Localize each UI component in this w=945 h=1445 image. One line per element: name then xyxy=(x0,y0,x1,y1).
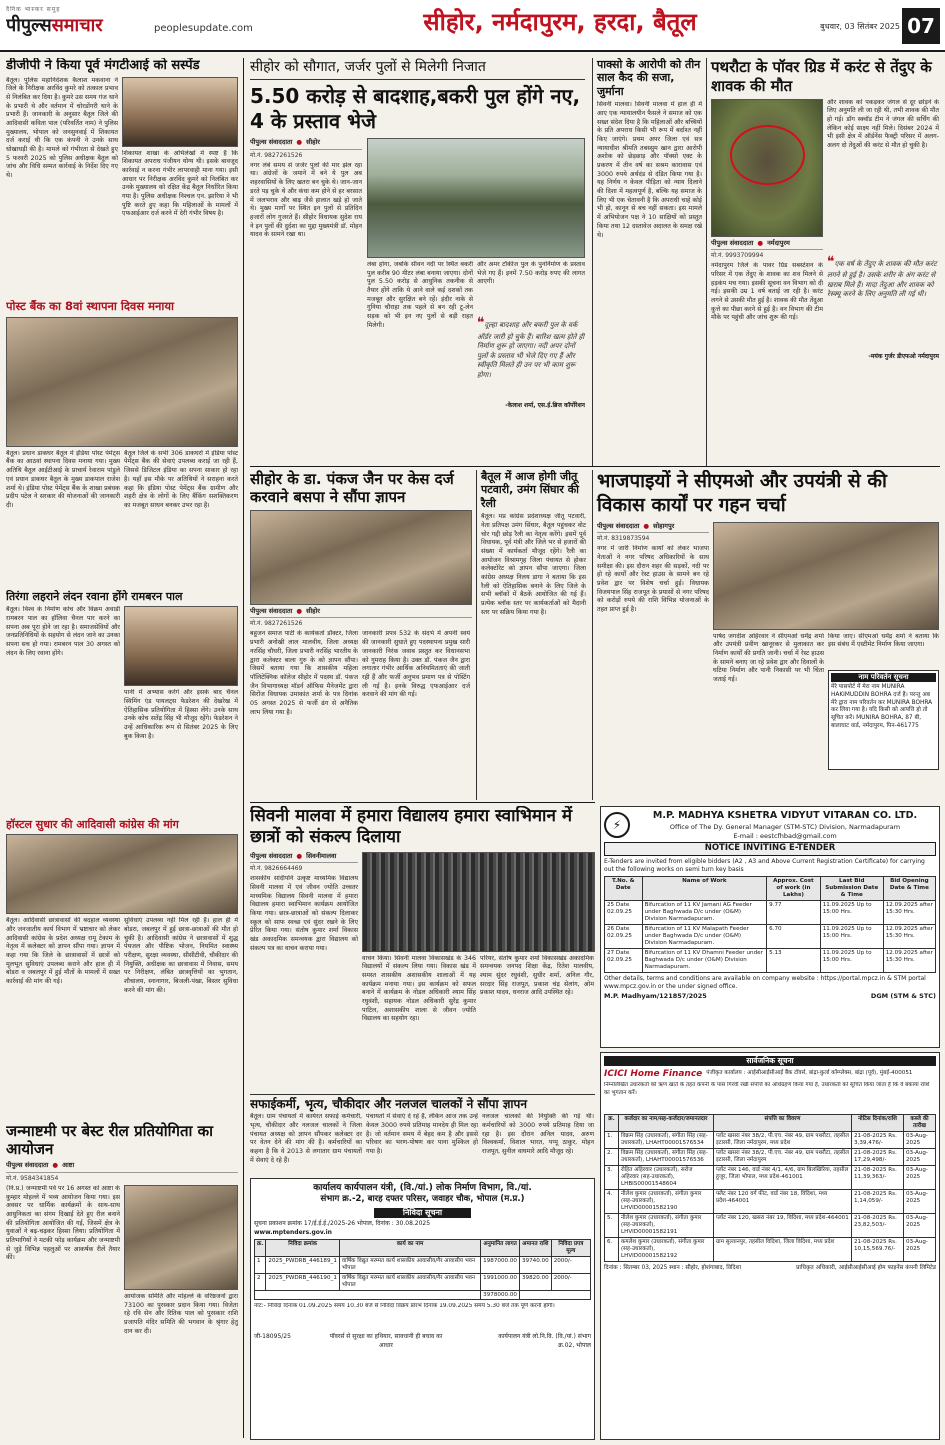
cell: 5. xyxy=(605,1214,619,1238)
cell: 03-Aug-2025 xyxy=(904,1238,936,1262)
ad-footer: Other details, terms and conditions are available on company website : https://portal.mpcz.in & STM portal www.mpcz.gov.in or the under signed office. xyxy=(604,974,926,990)
ad-signature-row xyxy=(604,1265,936,1273)
region-title: सीहोर, नर्मदापुरम, हरदा, बैतूल xyxy=(423,8,697,36)
cell xyxy=(255,1290,481,1300)
col-header: Bid Opening Date & Time xyxy=(883,877,935,901)
cell: 12.09.2025 after 15:30 Hrs. xyxy=(883,924,935,948)
col-header: कब्जे की तारीख xyxy=(904,1115,936,1132)
body-text: नगर में जारी निर्माण कार्यों को लेकर भाजपा नेताओं ने नगर परिषद अधिकारियों के साथ समीक्षा की। इस दौरान शहर की सड़कों, नदी पर हो रहे कार्यों और रेस्ट हाउस के सामने बन रहे प्रवेश द्वार पर विशेष चर्चा हुई। विधायक विजयपाल सिंह राजपूत के प्रयासों से नगर परिषद को करोड़ों रुपये की राशि विभिन्न योजनाओं के तहत प्राप्त हुई है। xyxy=(597,545,709,614)
headline: पथरौटा के पॉवर ग्रिड में करंट से तेंदुए के शावक की मौत xyxy=(711,58,932,95)
cell: 03-Aug-2025 xyxy=(904,1214,936,1238)
col-header: Last Bid Submission Date & Time xyxy=(820,877,883,901)
byline-place: नर्मदापुरम xyxy=(767,238,790,247)
table-row xyxy=(605,1238,936,1262)
body-text: जानकारी प्रपत्र 532 के संदर्भ में अपनी स्वयं की जानकारी सुधाते हुए पदस्थापना प्रमुख सारी जानकारी निरंक जवाब प्रस्तुत कर विधानसभा को गुमराह किया है। उक्त डॉ. पंकज जैन द्वारा लगातार गंभीर आर्थिक अनियमितताएं की जाती रही हैं और फर्जी अनुभव प्रमाण पत्र से पोस्टिंग ली गई है। इनके विरुद्ध एफआईआर दर्ज करवाने की मांग की गई। xyxy=(362,630,470,699)
body-text: बैतूल। ग्राम पंचायतों में कार्यरत सफाई कर्मचारी, भृत्य, चौकीदार और नलजल चालकों ने जिला पंचायत अध्यक्ष को ज्ञापन सौंपकर कलेक्टर दर पर वेतन देने की मांग की है। कर्मचारियों का कहना है कि वे 2013 से लगातार ग्राम पंचायतों में सेवाएं दे रहे हैं। xyxy=(250,1113,362,1164)
table-row xyxy=(605,948,936,972)
article-rally xyxy=(476,470,586,800)
cell: Bifurcation of 11 KV Malapath Feeder under Baghwada D/c under (O&M) Division Narmadapuram. xyxy=(642,924,767,948)
cell: 21-08-2025 Rs. 1,14,059/- xyxy=(852,1190,904,1214)
body-text: (नि.प्र.) जन्माष्टमी पर्व पर 16 अगस्त को आष्टा के कुम्हार मोहल्ले में भव्य आयोजन किया गया। इस अवसर पर धार्मिक कार्यक्रमों के साथ-साथ आधुनिकता का संगम दिखाई देते हुए रील बनाने की प्रतियोगिता आयोजित की गई, जिसमें क्षेत्र के युवाओं ने बढ़-चढ़कर हिस्सा लिया। प्रतियोगिता में प्रतिभागियों ने मटकी फोड़ कार्यक्रम और जन्माष्टमी से जुड़े विभिन्न पहलुओं पर आकर्षक रीलें तैयार कीं। xyxy=(6,1184,120,1262)
col-header: Approx. Cost of work (in Lakhs) xyxy=(767,877,821,901)
body-text: सुविधाएं उपलब्ध नहीं मिल रही हैं। हाल ही में बोडरा, जबलपुर में हुई छात्रा-छात्राओं की मौत हो चुकी है। आदिवासी कांग्रेस ने छात्रावासों में शुद्ध पेयजल और पौष्टिक भोजन, नियमित स्वास्थ्य परीक्षण, सुरक्षा व्यवस्था, सीसीटीवी, चौकीदार की नियुक्ति, अधीक्षक का छात्रावास में निवास, समय पर निरीक्षण, लंबित छात्रवृत्तियों का भुगतान, शौचालय, स्नानागार, बिजली-पंखा, बिस्तर सुविधा करने की मांग की। xyxy=(124,917,238,994)
cell: 3. xyxy=(605,1166,619,1190)
byline-dot: ● xyxy=(296,606,303,615)
col-header: निविदा क्रमांक xyxy=(266,1239,339,1256)
column-divider xyxy=(243,58,244,1438)
ad-slogan: पॉवरर्स से सुरक्षा का हथियार, सावधानी ही बचाव का आधार xyxy=(329,1333,443,1349)
body-text: आयोजक समिति और मोहल्ले के वरिष्ठजनों द्वारा 73100 का पुरस्कार प्रदान किया गया। विजेता रहे रवि सेन और रितिक पाल को पुरस्कार राशि प्रजापति मंदिर समिति की भगवान के श्रृंगार हेतु दान कर दी। xyxy=(124,1292,238,1335)
cell: 21-08-2025 Rs. 3,39,476/- xyxy=(852,1132,904,1149)
section-divider xyxy=(250,466,940,467)
cell: 1. xyxy=(605,1132,619,1149)
ad-signatory: कार्यपालन यंत्री लो.नि.वि. (वि./यां.) संभाग क्र.02, भोपाल xyxy=(498,1333,591,1349)
cell: 11.09.2025 Up to 15:00 Hrs. xyxy=(820,924,883,948)
ad-email[interactable]: E-mail : eestcfhbad@gmail.com xyxy=(733,831,837,840)
ad-mpkv-tender xyxy=(600,806,940,1048)
cell: विक्रम सिंह (उधारकर्ता), संगीता सिंह (सह-उधारकर्ता), LHAHT00001576534 xyxy=(619,1132,714,1149)
page-number: 07 xyxy=(902,8,940,44)
table-header-row xyxy=(605,1115,936,1132)
byline-place: आष्टा xyxy=(62,1161,75,1169)
byline xyxy=(597,522,709,534)
byline-place: सीहोर xyxy=(306,137,320,146)
cell: 11.09.2025 Up to 15:00 Hrs. xyxy=(820,900,883,924)
col-header: नोटिस दिनांक/राशि xyxy=(852,1115,904,1132)
highlight-circle xyxy=(730,125,805,185)
cell: 39740.00 xyxy=(519,1256,551,1273)
byline-place: सीहोर xyxy=(306,606,320,615)
byline xyxy=(250,607,472,619)
possession-table xyxy=(604,1114,936,1262)
byline xyxy=(250,852,358,864)
mobile-number: मो.नं. 9584341854 xyxy=(6,1174,59,1182)
event-photo xyxy=(6,317,238,447)
body-text: बैतूल। आदिवासी छात्रावासों की बदहाल व्यवस्था और जनजातीय कार्य विभाग में भ्रष्टाचार को लेकर आदिवासी कांग्रेस के प्रदेश अध्यक्ष रामू टेकाम के नेतृत्व में कलेक्टर को ज्ञापन सौंपा गया। ज्ञापन में कहा गया कि जिले के छात्रावासों में छात्रों को मूलभूत सुविधाएं उपलब्ध कराने और हाल ही में बोडरा व जबलपुर में हुई मौतों के मामलों में सख्त कार्रवाई की मांग की गई। xyxy=(6,917,120,985)
mobile-number: मो.नं. 8319873594 xyxy=(597,535,650,543)
byline-place: सिवनीमालवा xyxy=(306,851,337,860)
mobile-number: मो.नं. 9826664469 xyxy=(250,865,303,873)
notice-title: नाम परिवर्तन सूचना xyxy=(831,673,936,682)
body-text: सिवनी मालवा। सिवनी मालवा में हाल ही में आए एक न्यायालयीन फैसले ने समाज को एक सख्त संदेश दिया है कि महिलाओं और बच्चियों के प्रति अपराध किसी भी रूप में बर्दाश्त नहीं किए जाएंगे। प्रथम अपर जिला एवं सत्र न्यायाधीश श्रीमति तबस्सुम खान द्वारा आरोपी अशोक को छेड़छाड़ और पॉक्सो एक्ट के प्रकरण में तीन वर्ष का सश्रम कारावास एवं 3000 रुपये अर्थदंड से दंडित किया गया है। यह निर्णय न केवल पीड़िता को न्याय दिलाने की दिशा में महत्वपूर्ण है, बल्कि यह समाज के लिए भी एक चेतावनी है कि अपराधी चाहे कोई भी हो, कानून से बच नहीं सकता। इस मामले में अभियोजन पक्ष ने 10 साक्षियों को प्रस्तुत किया तथा 12 दस्तावेज अदालत के समक्ष रखे थे। xyxy=(597,101,702,239)
cell: 6. xyxy=(605,1238,619,1262)
cell: फ्लैट नंबर 120 वर्ग फीट, वार्ड नंबर 18, विदिशा, मध्य प्रदेश-464001 xyxy=(714,1190,852,1214)
body-text: परियर, संतोष कुमार शर्मा विकासखंड अकादमिक समन्वयक जनपद शिक्षा केंद्र, रितेश मालवीय, श्याम सुंदर रघुवंशी, सुधीर शर्मा, अनिल गौर, सरदार सिंह राजपूत, प्रकाश चंद्र सेलांग, ओम प्रकाश यादव, धनराज आदि उपस्थित रहे। xyxy=(480,954,594,997)
masthead xyxy=(0,0,945,52)
quote-attribution: -केलाश शर्मा, एस.ई.ब्रिज कॉर्पोरेशन xyxy=(505,401,585,409)
byline-name: पीपुल्स संवाददाता xyxy=(250,606,293,615)
cell: 26 Date 02.09.25 xyxy=(605,924,643,948)
memorandum-photo xyxy=(250,510,472,605)
cell: कमलेश कुमार (उधारकर्ता), संगीता कुमार (सह-उधारकर्ता), LHVID00001582192 xyxy=(619,1238,714,1262)
headline: सफाईकर्मी, भृत्य, चौकीदार और नलजल चालकों ने सौंपा ज्ञापन xyxy=(250,1097,528,1111)
table-row xyxy=(605,924,936,948)
table-row xyxy=(605,1214,936,1238)
tender-table xyxy=(604,876,936,973)
byline-dot: ● xyxy=(296,851,303,860)
headline: पोस्ट बैंक का 8वां स्थापना दिवस मनाया xyxy=(6,300,174,313)
body-text: नर्मदापुरम जिले के पावर ग्रिड सबस्टेशन के परिसर में एक तेंदुए के शावक का शव मिलने से हड़कंप मच गया। इसकी सूचना वन विभाग को दी गई। इसकी उम्र 1 वर्ष बताई जा रही है। करंट लगने से उसकी मौत हुई है। शावक की मौत तेंदुआ कुत्ते का पीछा करने से हुई है। वन विभाग की टीम मौके पर पहुंची और जांच शुरू की गई। xyxy=(711,262,823,322)
event-photo xyxy=(124,1185,238,1290)
mobile-number: मो.नं. 9827261526 xyxy=(250,151,303,159)
body-text: पार्षद जगदीश अहिरवार ने सीएमओ धर्मेंद्र शर्मा और उपयंत्री प्रवीण खानूरकर से मुलाकात कर निर्माण कार्यों की प्रगति जानी। चर्चा में रेस्ट हाउस के सामने बनाए जा रहे प्रवेश द्वार और दिवालों के घटिया निर्माण और पानी निकासी पर भी चिंता जताई गई। xyxy=(713,632,824,683)
table-header-row xyxy=(255,1239,591,1256)
ad-intro: E-Tenders are invited from eligible bidders (A2 , A3 and Above Current Registration Certificate) for carrying out the following works on semi turn key basis xyxy=(604,857,925,873)
body-text: नलजल चालकों की नियुक्ति की गई थी। कर्मचारियों को 3000 रुपये प्रतिमाह दिया जा रहा है। इस दौरान अनिल यादव, अरुण विश्वकर्मा, विशाल भारत, पप्पू ठाकुर, मोहन राजपूत, सुनील वाघमारे आदि मौजूद रहे। xyxy=(482,1113,594,1156)
quote-attribution: -मयंक गुर्जर डीएफओ नर्मदापुरम xyxy=(868,352,939,360)
headline: पाक्सो के आरोपी को तीन साल कैद की सजा, जुर्माना xyxy=(597,58,701,98)
cell: 12.09.2025 after 15:30 Hrs. xyxy=(883,900,935,924)
byline-dot: ● xyxy=(643,521,650,530)
table-total-row xyxy=(255,1290,591,1300)
mobile-number: मो.नं. 9993709994 xyxy=(711,252,764,260)
cell-total: 3978000.00 xyxy=(481,1290,520,1300)
ad-url[interactable]: www.mptenders.gov.in xyxy=(254,1228,332,1236)
article-bjp xyxy=(592,470,940,800)
ad-office: Office of The Dy. General Manager (STM-STC) Division, Narmadapuram xyxy=(669,822,901,831)
cell xyxy=(519,1290,590,1300)
article-dgp xyxy=(6,58,238,298)
ad-ref: जी-18095/25 xyxy=(254,1333,291,1341)
cell: 5.13 xyxy=(767,948,821,972)
kicker: सीहोर को सौगात, जर्जर पुलों से मिलेगी निजात xyxy=(250,58,585,80)
cell: 1987000.00 xyxy=(481,1256,520,1273)
swimmer-photo xyxy=(124,606,238,686)
ad-date-place: दिनांक : सितम्बर 03, 2025 स्थान : सीहोर, होशंगाबाद, विदिशा xyxy=(604,1264,742,1271)
headline: सीहोर के डा. पंकज जैन पर केस दर्ज करवाने बसपा ने सौंपा ज्ञापन xyxy=(250,470,454,507)
cell: ग्राम सुल्तानपुर, तहसील विदिशा, जिला विदिशा, मध्य प्रदेश xyxy=(714,1238,852,1262)
byline xyxy=(711,239,823,251)
body-text: और अमर टॉकीज पुल के पुनर्निर्माण के प्रस्ताव भेजे गए हैं। इनमें 7.50 करोड़ रुपए की लागत आएगी। xyxy=(477,260,585,286)
col-header: T.No. & Date xyxy=(605,877,643,901)
table-row xyxy=(605,1149,936,1166)
headline: डीजीपी ने किया पूर्व मंगटीआई को सस्पेंड xyxy=(6,58,200,73)
table-row xyxy=(605,1190,936,1214)
cell: 2025_PWDRB_446190_1 xyxy=(266,1273,339,1290)
logo-name-a: पीपुल्स xyxy=(6,15,52,37)
body-text: शिकायत शाखा के अभिलेखों में स्पष्ट है कि शिकायत अपराध पंजीयन योग्य थी। इसके बावजूद कार्रवाई न करना गंभीर लापरवाही माना गया। इसी आधार पर निरीक्षक अरविंद कुमरे को निलंबित कर उनके मुख्यालय को रक्षित केंद्र बैतूल निर्धारित किया गया है। पुलिस अधीक्षक निश्चल एन. झारिया ने भी पुष्टि करते हुए कहा कि महिलाओं के मामलों में एफआईआर दर्ज करने में देरी गंभीर विषय है। xyxy=(122,149,238,218)
cell: 2000/- xyxy=(551,1273,590,1290)
ad-public-notice: सार्वजनिक सूचना xyxy=(604,1056,936,1066)
ad-signatory: प्राधिकृत अधिकारी, आईसीआईसीआई होम फाइनेंस कंपनी लिमिटेड xyxy=(796,1264,936,1271)
cell: रोहित अहिरवार (उधारकर्ता), सरोज अहिरवार (सह-उधारकर्ता), LHBIS00001548604 xyxy=(619,1166,714,1190)
dateline: बुधवार, 03 सितंबर 2025 xyxy=(820,22,900,31)
ad-subtitle: संभाग क्र.-2, बारह दफ्तर परिसर, जवाहर चौक, भोपाल (म.प्र.) xyxy=(320,1194,525,1205)
byline-dot: ● xyxy=(757,238,764,247)
headline: सिवनी मालवा में हमारा विद्यालय हमारा स्वाभिमान में छात्रों को संकल्प दिलाया xyxy=(250,806,572,848)
cell: 03-Aug-2025 xyxy=(904,1132,936,1149)
memorandum-photo xyxy=(6,834,238,914)
ad-office: पंजीकृत कार्यालय : आईसीआईसीआई बैंक टॉवर्स, बांद्रा-कुर्ला कॉम्प्लेक्स, बांद्रा (पूर्व), मुंबई-400051 xyxy=(706,1070,913,1077)
article-bridges xyxy=(250,58,585,466)
cell: प्लॉट नंबर 120, खसरा नंबर 19, विदिशा, मध्य प्रदेश-464001 xyxy=(714,1214,852,1238)
website-url[interactable]: peoplesupdate.com xyxy=(154,23,253,34)
ad-icici-notice xyxy=(600,1052,940,1440)
col-header: कार्य का नाम xyxy=(339,1239,480,1256)
ad-signature-row xyxy=(604,992,936,1001)
article-bsp xyxy=(250,470,472,800)
article-tiranga xyxy=(6,590,238,815)
body-text: किया जाए। सीएमओ धर्मेंद्र शर्मा ने बताया कि इस संबंध में एस्टीमेट निर्माण किया जाएगा। xyxy=(828,632,939,649)
logo-name-b: समाचार xyxy=(51,15,103,37)
table-row xyxy=(605,1132,936,1149)
section-divider xyxy=(250,802,595,803)
body-text: लंबा होगा, जबकि सीवन नदी पर स्थित बकरी पुल करीब 90 मीटर लंबा बनाया जाएगा। दोनों पुल 5.50 करोड़ से आधुनिक तकनीक से तैयार होंगे ताकि ये आने वाले कई दशकों तक मजबूत और सुरक्षित बने रहें। इंदौर नाके से गुनिया चौराहा तक पहले से बन रही टू-लेन सड़क को भी इन नए पुलों से बड़ी राहत मिलेगी। xyxy=(367,260,473,329)
table-row xyxy=(255,1256,591,1273)
body-text: पानी में अभ्यास करेंगे और इसके बाद चैनल स्विमिंग एंड पायलट्स फेडरेशन की देखरेख में ऐतिहासिक प्रतियोगिता में हिस्सा लेंगे। उनके साथ उनके कोच सतेंद्र सिंह भी मौजूद रहेंगे। फेडरेशन ने उन्हें आधिकारिक रूप से सितंबर 2025 के लिए बुक किया है। xyxy=(124,689,238,740)
table-header-row xyxy=(605,877,936,901)
bridge-photo xyxy=(367,138,585,258)
pwd-table xyxy=(254,1239,591,1301)
cell: 21-08-2025 Rs. 17,29,498/- xyxy=(852,1149,904,1166)
byline-name: पीपुल्स संवाददाता xyxy=(597,521,640,530)
byline xyxy=(6,1161,238,1173)
byline-place: सोहागपुर xyxy=(653,521,675,530)
cell: 9.77 xyxy=(767,900,821,924)
students-photo xyxy=(362,852,595,952)
body-text: नगर लंबे समय से जर्जर पुलों की मार झेल रहा था। अंग्रेजों के जमाने में बने ये पुल अब शहरवासियों के लिए खतरा बन चुके थे। जान-जान डरते पड़ चुके थे और कंधा कम होने से हर बरसात में जलभराव और बाढ़ जैसे हालात खड़े हो जाते थे। मुख्य मार्गों पर स्थित इन पुलों से प्रतिदिन हजारों लोग गुजरते हैं। सीहोर विधायक सुदेश राय ने इन पुलों की दुर्दशा का मुद्दा मुख्यमंत्री डॉ. मोहन यादव के सामने रखा था। xyxy=(250,161,362,239)
quote-text: दूल्हा बादशाह और बकरी पुल के वर्क ऑर्डर जारी हो चुके हैं। बारिश खत्म होते ही निर्माण शुरू हो जाएगा। नदी अपर दोनों पुलों के प्रस्ताव भी भेजे दिए गए हैं और स्वीकृति मिलते ही उन पर भी काम शुरू होगा। xyxy=(477,320,585,379)
cell: प्लॉट खसरा नंबर 38/2, पी.एच. नंबर 49, ग्राम पथरौटा, तहसील इटारसी, जिला नर्मदापुरम xyxy=(714,1149,852,1166)
cell: वार्षिक विद्युत मरम्मत कार्य शासकीय आवासीय/गैर आवासीय भवन भोपाल xyxy=(339,1273,480,1290)
ad-intro: निम्नलिखित उधारकर्ता को ऋण खाते के तहत कंपनी के पास गिरवी रखी संपत्ति का अधिग्रहण किया गया है, उधारकर्ता को सूचित किया जाता है कि वे बकाया राशि का भुगतान करें। xyxy=(604,1082,930,1096)
logo-tag: दैनिक भास्कर समूह xyxy=(6,6,61,13)
col-header: संपत्ति का विवरण xyxy=(714,1115,852,1132)
body-text: और शावक को पकड़कर जंगल से दूर छोड़ने के लिए अनुमति ली जा रही थी, तभी शावक की मौत हो गई। डॉग स्क्वॉड टीम ने जंगल की सर्चिंग की लेकिन कोई साक्ष्य नहीं मिले। दिसंबर 2024 में भी इसी क्षेत्र में ऑर्डनेंस फैक्ट्री परिसर में अलग-अलग दो तेंदुओं की करंट से मौत हो चुकी है। xyxy=(827,98,939,149)
cell: 21-08-2025 Rs. 23,82,503/- xyxy=(852,1214,904,1238)
cell: 2. xyxy=(605,1149,619,1166)
icici-logo: ICICI Home Finance xyxy=(604,1069,703,1080)
bolt-icon: ⚡ xyxy=(604,812,630,838)
col-header: Name of Work xyxy=(642,877,767,901)
cell: 2000/- xyxy=(551,1256,590,1273)
ad-notice: निविदा सूचना xyxy=(374,1208,471,1219)
col-header: अमानत राशि xyxy=(519,1239,551,1256)
cell: Bifurcation of 11 KV Dhamni Feeder under Baghwada D/c under (O&M) Division Narmadapuram. xyxy=(642,948,767,972)
pull-quote xyxy=(477,314,585,402)
cell: प्लॉट नंबर 146, वार्ड नंबर 4/1, 4/6, ग्राम बिलखिरिया, तहसील हुजूर, जिला भोपाल, मध्य प्रदेश-461001 xyxy=(714,1166,852,1190)
col-header: क्र. xyxy=(605,1115,619,1132)
byline-dot: ● xyxy=(52,1161,59,1169)
cell: 4. xyxy=(605,1190,619,1214)
body-text: पंचायतों में सेवाएं दे रहे हैं, लेकिन आज तक उन्हें केवल 3000 रुपये प्रतिमाह मानदेय ही मिल रहा है। जो वर्तमान समय में बेहद कम है और इससे परिवार का भरण-पोषण कर पाना मुश्किल हो गया है। xyxy=(366,1113,478,1156)
body-text: वाचन किया। सिवनी मालवा विकासखंड के 346 विद्यालयों में संकल्प लिया गया। विकास खंड में समस्त शासकीय अशासकीय शालाओं में यह कार्यक्रम मनाया गया। इस कार्यक्रम को सफल बनाने में कार्यक्रम के नोडल अधिकारी श्याम सिंह रघुवंशी, सहायक नोडल अधिकारी सुरेंद्र कुमार पाटिल, अशासकीय शाला से जीवन ज्योति विद्यालय का सहयोग रहा। xyxy=(362,954,476,1023)
newspaper-logo xyxy=(6,6,166,44)
ad-notice: NOTICE INVITING E-TENDER xyxy=(604,842,936,855)
byline-name: पीपुल्स संवाददाता xyxy=(250,851,293,860)
quote-text: एक वर्ष के तेंदुए के शावक की मौत करंट लगने से हुई है। उसके शरीर के अंग करंट से खराब मिले हैं। मादा तेंदुआ और शावक को रेस्क्यू करने के लिए अनुमति ली गई थी। xyxy=(827,259,937,299)
ad-footer: नोट:- निविदा दिनांक 01.09.2025 समय 10.30 बजे से निविदा विक्रय प्रारंभ दिनांक 19.09.2025 समय 5.30 बजे तक पूर्ण करनी होगी। xyxy=(254,1303,555,1310)
cell: 03-Aug-2025 xyxy=(904,1149,936,1166)
col-header: क्र. xyxy=(255,1239,266,1256)
body-text: बैतूल। प्रधान डाकघर बैतूल में इंडिया पोस्ट पेमेंट्स बैंक का आठवां स्थापना दिवस मनाया गया। मुख्य अतिथि बैतूल आईटीआई के प्राचार्य रेवाराम पांडुले एवं प्रधान डाकघर बैतूल के मुख्य डाकपाल राजेश शर्मा थे। इंडिया पोस्ट पेमेंट्स बैंक के शाखा प्रबंधक प्रदीप पटेल ने सरकार की योजनाओं की जानकारी दी। xyxy=(6,449,120,509)
table-row xyxy=(605,900,936,924)
cell: 6.70 xyxy=(767,924,821,948)
ad-ref: M.P. Madhyam/121857/2025 xyxy=(604,992,707,1000)
cell: 2 xyxy=(255,1273,266,1290)
body-text: बैतूल जिले के सभी 306 डाकघरों में इंडिया पोस्ट पेमेंट्स बैंक की सेवाएं उपलब्ध कराई जा रही हैं, जिससे डिजिटल इंडिया का सपना साकार हो रहा है। यहाँ इस मौके पर अतिथियों ने सराहना करते कहा कि इंडिया पोस्ट पेमेंट्स बैंक ग्रामीण और शहरी क्षेत्र के लोगों के लिए बैंकिंग सशक्तिकरण का मजबूत साधन बनकर उभर रहा है। xyxy=(124,449,238,509)
article-post-bank xyxy=(6,300,238,588)
mobile-number: मो.नं. 9827261526 xyxy=(250,620,303,628)
ad-company: M.P. MADHYA KSHETRA VIDYUT VITARAN CO. LTD. xyxy=(652,810,918,821)
cell: प्लॉट खसरा नंबर 38/2, पी.एच. नंबर 49, ग्राम पथरौटा, तहसील इटारसी, जिला नर्मदापुरम, मध्य प्रदेश xyxy=(714,1132,852,1149)
cell: नीलेश कुमार (उधारकर्ता), संगीता कुमार (सह-उधारकर्ता), LHVID00001582190 xyxy=(619,1190,714,1214)
headline: बैतूल में आज होगी जीतू पटवारी, उमंग सिंघार की रैली xyxy=(481,470,580,510)
col-header: अनुमानित लागत xyxy=(481,1239,520,1256)
body-text: बैतूल। पुलिस महानिदेशक कैलाश मकवाना ने जिले के निरीक्षक अरविंद कुमरे को तत्काल प्रभाव से निलंबित कर दिया है। कुमरे उस समय गंज थाने के प्रभारी थे और वर्तमान में चोरडोंगरी थाने के प्रभारी हैं। जानकारी के अनुसार बैतूल जिले की आदिवासी कविता पाल (परिवर्तित नाम) ने पुलिस मुख्यालय, भोपाल को जनसुनवाई में शिकायत दर्ज कराई थी कि एक कंपनी ने उनके साथ धोखाधड़ी की है। मामले को गंभीरता से देखते हुए 5 फरवरी 2025 को पुलिस अधीक्षक बैतूल को जांच और विधि सम्मत कार्रवाई के निर्देश दिए गए थे। xyxy=(6,76,118,180)
cell: 1 xyxy=(255,1256,266,1273)
byline-name: पीपुल्स संवाददाता xyxy=(6,1161,49,1169)
byline-dot: ● xyxy=(296,137,303,146)
notice-text: मेरे पासपोर्ट में मेरा नाम MUNIRA HAKIMUDDIN BOHRA दर्ज है। परन्तु अब मेरे द्वारा नाम परिवर्तन कर MUNIRA BOHRA कर लिया गया है। यदि किसी को आपत्ति हो तो सूचित करें। MUNIRA BOHRA, 87 बी, बालाघाट वार्ड, नर्मदापुरम, पिन-461775 xyxy=(831,683,933,729)
headline: तिरंगा लहराने लंदन रवाना होंगे रामबरन पाल xyxy=(6,590,183,603)
byline-name: पीपुल्स संवाददाता xyxy=(711,238,754,247)
article-school xyxy=(250,806,595,1091)
headline: भाजपाइयों ने सीएमओ और उपयंत्री से की विकास कार्यों पर गहन चर्चा xyxy=(597,470,887,516)
cell: 2025_PWDRB_446189_1 xyxy=(266,1256,339,1273)
article-pocso xyxy=(592,58,702,466)
table-row xyxy=(255,1273,591,1290)
name-change-notice xyxy=(828,670,939,770)
body-text: शासकीय सांदीपनि उत्कृष्ट माध्यमिक विद्यालय सिवनी मालवा में एवं जीवन ज्योति उच्चतर माध्यमिक विद्यालय सिवनी मालवा में हमारा विद्यालय हमारा स्वाभिमान कार्यक्रम आयोजित किया गया। छात्र-छात्राओं को संकल्प दिलाकर स्कूल को साफ स्वच्छ एवं सुंदर रखने के लिए प्रेरित किया गया। संतोष कुमार शर्मा विकास खंड अकादमिक समन्वयक द्वारा विद्यालय को संकल्प पत्र का वाचन कराया गया। xyxy=(250,875,358,952)
article-hostel xyxy=(6,818,238,1118)
ad-pwd-tender xyxy=(250,1178,595,1440)
body-text: बैतूल। मप्र कांग्रेस प्रदेशाध्यक्ष जीतू पटवारी, नेता प्रतिपक्ष उमंग सिंघार, बैतूल पहुंचकर वोट चोर गद्दी छोड़ रैली का नेतृत्व करेंगे। इसमें पूर्व विधायक, पूर्व मंत्री और जिले भर से हजारों की संख्या में कार्यकर्ता मौजूद रहेंगे। रैली का आयोजन विश्रामगृह जिला पंचायत से होकर कलेक्टोरेट को ज्ञापन सौंपा जाएगा। जिला कांग्रेस अध्यक्ष निलय डागा ने बताया कि इस रैली को ऐतिहासिक बनाने के लिए जिले के सभी ब्लॉकों में बैठकें आयोजित की गई हैं। प्रत्येक ब्लॉक स्तर पर कार्यकर्ताओं को मैदानी स्तर पर सक्रिय किया गया है। xyxy=(481,513,586,616)
ad-header xyxy=(604,810,936,840)
quote-mark: ❝ xyxy=(827,253,835,270)
headline: हॉस्टल सुधार की आदिवासी कांग्रेस की मांग xyxy=(6,818,179,831)
headline: जन्माष्टमी पर बेस्ट रील प्रतियोगिता का आयोजन xyxy=(6,1122,214,1158)
meeting-photo xyxy=(713,522,939,630)
cell: वार्षिक विद्युत मरम्मत कार्य शासकीय आवासीय/गैर आवासीय भवन भोपाल xyxy=(339,1256,480,1273)
cell: 11.09.2025 Up to 15:00 Hrs. xyxy=(820,948,883,972)
cell: Bifurcation of 11 KV Jamani AG Feeder under Baghwada D/c under (O&M) Division Narmadapuram. xyxy=(642,900,767,924)
ad-title: कार्यालय कार्यपालन यंत्री, (वि./यां.) लोक निर्माण विभाग, वि./यां. xyxy=(313,1183,532,1193)
table-row xyxy=(605,1166,936,1190)
grid-photo xyxy=(711,99,823,237)
cell: 12.09.2025 after 15:30 Hrs. xyxy=(883,948,935,972)
cell: 1991000.00 xyxy=(481,1273,520,1290)
ad-header xyxy=(604,1068,936,1080)
col-header: निविदा प्रपत्र मूल्य xyxy=(551,1239,590,1256)
cell: 39820.00 xyxy=(519,1273,551,1290)
body-text: बैतूल। विश्व के निर्माण कोच और विक्रम अवार्डी रामबरन पाल का हॉलिवा चैनल पार करने का सपना अब पूरा होने जा रहा है। समाजसेवियों और जनप्रतिनिधियों के सहयोग से लंदन जाने का उनका सपना सच हो गया। रामबरन पाल 30 अगस्त को लंदन के लिए रवाना होंगे। xyxy=(6,606,120,657)
logo-name xyxy=(6,14,166,38)
quote-mark: ❝ xyxy=(477,314,485,331)
cell: 03-Aug-2025 xyxy=(904,1190,936,1214)
ad-signature-row xyxy=(254,1333,591,1349)
cell: 25 Date 02.09.25 xyxy=(605,900,643,924)
cell: नीलेश कुमार (उधारकर्ता), संगीता कुमार (सह-उधारकर्ता), LHVID00001582191 xyxy=(619,1214,714,1238)
article-janmashtami xyxy=(6,1122,238,1440)
cell: 27 Date 02.09.25 xyxy=(605,948,643,972)
article-leopard xyxy=(706,58,940,466)
body-text: बहुजन समाज पार्टी के कार्यकर्ता डॉक्टर, जिला प्रभारी अनोखी लाल मालवीय, जिला अध्यक्ष नरसिंह चौधरी, जिला प्रभारी नरसिंह भारतीय के द्वारा कलेक्टर बाला गुरु के को ज्ञापन सौंपा। जिसमें बताया गया कि शासकीय महिला पॉलिटेक्निक कॉलेज सीहोर में पदस्थ डॉ. पंकज जैन विभागाध्यक्ष मॉडर्न ऑफिस मैनेजमेंट द्वारा सिरोंज विधायक उमाकांत शर्मा के पत्र दिनांक 05 अगस्त 2025 से फर्जी ढंग से अनैतिक लाभ लिया गया है। xyxy=(250,630,358,716)
col-header: कर्जदार का नाम/सह-कर्जदार/जमानतदार xyxy=(619,1115,714,1132)
portrait-photo xyxy=(122,77,238,147)
byline-name: पीपुल्स संवाददाता xyxy=(250,137,293,146)
article-safai xyxy=(250,1094,595,1174)
cell: 21-08-2025 Rs. 10,15,569.76/- xyxy=(852,1238,904,1262)
cell: 21-08-2025 Rs. 11,39,363/- xyxy=(852,1166,904,1190)
ad-intro: सूचना प्रकाशन क्रमांक 17/ई.ई.ई./2025-26 भोपाल, दिनांक : 30.08.2025 xyxy=(254,1220,431,1228)
cell: विक्रम सिंह (उधारकर्ता), संगीता सिंह (सह-उधारकर्ता), LHAHT00001576536 xyxy=(619,1149,714,1166)
byline xyxy=(250,138,362,150)
headline: 5.50 करोड़ से बादशाह,बकरी पुल होंगे नए, 4 के प्रस्ताव भेजे xyxy=(250,83,581,133)
ad-signatory: DGM (STM & STC) xyxy=(870,992,936,1000)
cell: 03-Aug-2025 xyxy=(904,1166,936,1190)
pull-quote xyxy=(827,253,939,353)
